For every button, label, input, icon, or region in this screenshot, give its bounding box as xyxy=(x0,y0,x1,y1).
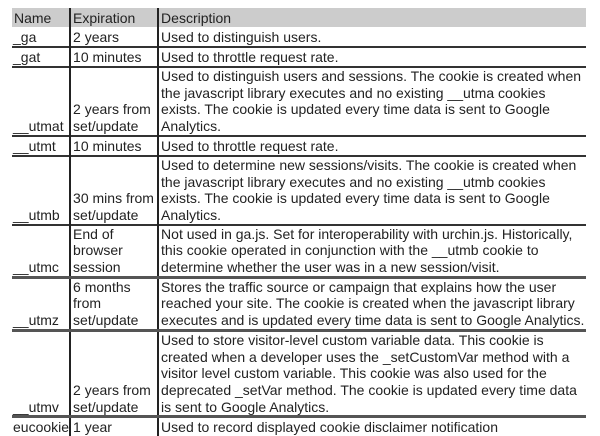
cookie-name: _ga xyxy=(13,29,37,46)
cookie-name: eucookie xyxy=(13,419,70,436)
cookie-description: Used to distinguish users. xyxy=(158,27,586,47)
cookie-expiration: 2 years from set/update xyxy=(70,330,158,417)
cookie-expiration: 30 mins from set/update xyxy=(70,156,158,225)
cookie-description: Used to distinguish users and sessions. The cookie is created when the javascript library executes and no existing __utma cookies exists. The cookie is updated every time data is sent to Google Analytics. xyxy=(158,67,586,136)
table-row xyxy=(12,330,586,417)
table-row xyxy=(12,136,586,156)
cookie-description: Not used in ga.js. Set for interoperability with urchin.js. Historically, this cookie operated in conjunction with the __utmb cookie to determine whether the user was in a new session/visit. xyxy=(158,225,586,278)
table-row xyxy=(12,67,586,136)
cookie-name: __utmc xyxy=(13,259,59,276)
cookie-description: Used to throttle request rate. xyxy=(158,136,586,156)
cookie-name: __utmat xyxy=(13,118,64,135)
cookie-description: Used to record displayed cookie disclaimer notification xyxy=(158,417,586,436)
cookie-table xyxy=(12,8,586,436)
cookie-name: __utmt xyxy=(13,138,56,155)
table-row xyxy=(12,277,586,330)
cookie-expiration: 2 years from set/update xyxy=(70,67,158,136)
cookie-expiration: 6 months from set/update xyxy=(70,277,158,330)
cookie-name: __utmb xyxy=(13,206,60,223)
table-row xyxy=(12,47,586,67)
cookie-expiration: End of browser session xyxy=(70,225,158,278)
cookie-description: Used to determine new sessions/visits. The cookie is created when the javascript library executes and no existing __utmb cookies exists. The cookie is updated every time data is sent to Google Analytics. xyxy=(158,156,586,225)
header-name: Name xyxy=(14,10,52,27)
cookie-name: __utmv xyxy=(13,398,59,415)
cookie-expiration: 10 minutes xyxy=(70,47,158,67)
cookie-expiration: 10 minutes xyxy=(70,136,158,156)
table-row xyxy=(12,156,586,225)
cookie-description: Used to throttle request rate. xyxy=(158,47,586,67)
cookie-description: Stores the traffic source or campaign that explains how the user reached your site. The cookie is created when the javascript library executes and is updated every time data is sent to Google Analytics. xyxy=(158,277,586,330)
table-row xyxy=(12,27,586,47)
cookie-name: __utmz xyxy=(13,312,59,329)
header-description: Description xyxy=(158,8,586,27)
cookie-expiration: 1 year xyxy=(70,417,158,436)
header-expiration: Expiration xyxy=(70,8,158,27)
table-row xyxy=(12,417,586,436)
cookie-expiration: 2 years xyxy=(70,27,158,47)
cookie-name: _gat xyxy=(13,49,41,66)
cookie-description: Used to store visitor-level custom variable data. This cookie is created when a developer uses the _setCustomVar method with a visitor level custom variable. This cookie was also used for the deprecated _setVar method. The cookie is updated every time data is sent to Google Analytics. xyxy=(158,330,586,417)
table-row xyxy=(12,225,586,278)
table-header-row xyxy=(12,8,586,27)
